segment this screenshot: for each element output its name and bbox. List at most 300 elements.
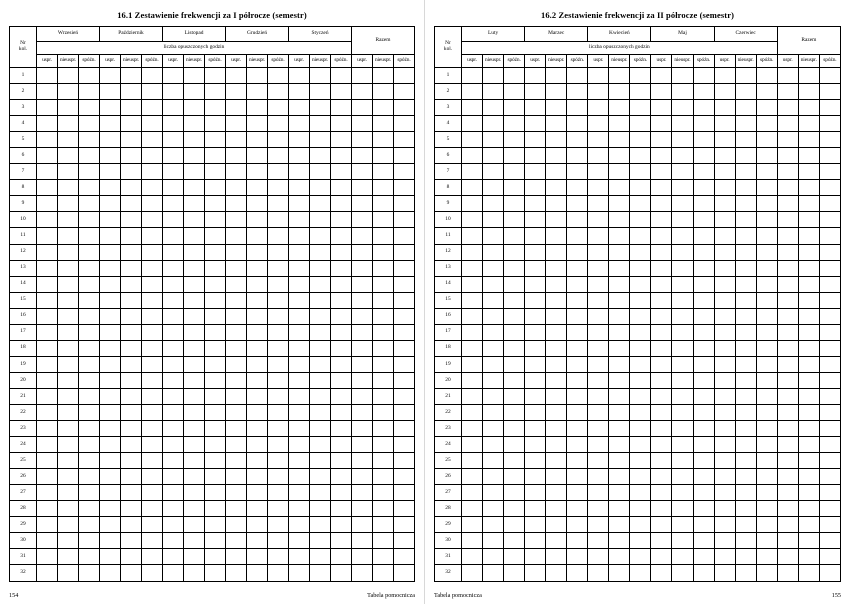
- entry-cell[interactable]: [310, 244, 331, 260]
- entry-cell[interactable]: [100, 244, 121, 260]
- entry-cell[interactable]: [247, 244, 268, 260]
- entry-cell[interactable]: [504, 148, 525, 164]
- entry-cell[interactable]: [142, 356, 163, 372]
- entry-cell[interactable]: [289, 437, 310, 453]
- entry-cell[interactable]: [588, 116, 609, 132]
- entry-cell[interactable]: [756, 388, 777, 404]
- entry-cell[interactable]: [58, 485, 79, 501]
- entry-cell[interactable]: [756, 340, 777, 356]
- entry-cell[interactable]: [58, 501, 79, 517]
- entry-cell[interactable]: [205, 485, 226, 501]
- entry-cell[interactable]: [777, 292, 798, 308]
- entry-cell[interactable]: [693, 453, 714, 469]
- entry-cell[interactable]: [798, 501, 819, 517]
- entry-cell[interactable]: [798, 356, 819, 372]
- entry-cell[interactable]: [483, 388, 504, 404]
- entry-cell[interactable]: [651, 148, 672, 164]
- entry-cell[interactable]: [462, 148, 483, 164]
- entry-cell[interactable]: [756, 356, 777, 372]
- entry-cell[interactable]: [630, 276, 651, 292]
- entry-cell[interactable]: [184, 276, 205, 292]
- entry-cell[interactable]: [289, 228, 310, 244]
- entry-cell[interactable]: [394, 84, 415, 100]
- entry-cell[interactable]: [268, 132, 289, 148]
- entry-cell[interactable]: [546, 453, 567, 469]
- entry-cell[interactable]: [504, 308, 525, 324]
- entry-cell[interactable]: [394, 324, 415, 340]
- entry-cell[interactable]: [394, 276, 415, 292]
- entry-cell[interactable]: [79, 260, 100, 276]
- entry-cell[interactable]: [58, 356, 79, 372]
- entry-cell[interactable]: [525, 453, 546, 469]
- entry-cell[interactable]: [247, 404, 268, 420]
- entry-cell[interactable]: [588, 485, 609, 501]
- entry-cell[interactable]: [394, 340, 415, 356]
- entry-cell[interactable]: [630, 485, 651, 501]
- entry-cell[interactable]: [58, 276, 79, 292]
- entry-cell[interactable]: [373, 533, 394, 549]
- entry-cell[interactable]: [226, 565, 247, 581]
- entry-cell[interactable]: [819, 549, 840, 565]
- entry-cell[interactable]: [310, 517, 331, 533]
- entry-cell[interactable]: [504, 340, 525, 356]
- entry-cell[interactable]: [310, 469, 331, 485]
- entry-cell[interactable]: [79, 276, 100, 292]
- entry-cell[interactable]: [100, 404, 121, 420]
- entry-cell[interactable]: [756, 404, 777, 420]
- entry-cell[interactable]: [79, 228, 100, 244]
- entry-cell[interactable]: [289, 148, 310, 164]
- entry-cell[interactable]: [819, 212, 840, 228]
- entry-cell[interactable]: [462, 244, 483, 260]
- entry-cell[interactable]: [567, 356, 588, 372]
- entry-cell[interactable]: [100, 388, 121, 404]
- entry-cell[interactable]: [819, 164, 840, 180]
- entry-cell[interactable]: [226, 501, 247, 517]
- entry-cell[interactable]: [756, 421, 777, 437]
- entry-cell[interactable]: [651, 100, 672, 116]
- entry-cell[interactable]: [331, 260, 352, 276]
- entry-cell[interactable]: [310, 453, 331, 469]
- entry-cell[interactable]: [247, 453, 268, 469]
- entry-cell[interactable]: [777, 164, 798, 180]
- entry-cell[interactable]: [735, 132, 756, 148]
- entry-cell[interactable]: [630, 356, 651, 372]
- entry-cell[interactable]: [693, 421, 714, 437]
- entry-cell[interactable]: [352, 388, 373, 404]
- entry-cell[interactable]: [163, 372, 184, 388]
- entry-cell[interactable]: [630, 421, 651, 437]
- entry-cell[interactable]: [37, 260, 58, 276]
- entry-cell[interactable]: [373, 164, 394, 180]
- entry-cell[interactable]: [247, 260, 268, 276]
- entry-cell[interactable]: [352, 228, 373, 244]
- entry-cell[interactable]: [394, 469, 415, 485]
- entry-cell[interactable]: [546, 196, 567, 212]
- entry-cell[interactable]: [100, 116, 121, 132]
- entry-cell[interactable]: [483, 356, 504, 372]
- entry-cell[interactable]: [462, 340, 483, 356]
- entry-cell[interactable]: [462, 100, 483, 116]
- entry-cell[interactable]: [798, 308, 819, 324]
- entry-cell[interactable]: [609, 324, 630, 340]
- entry-cell[interactable]: [714, 324, 735, 340]
- entry-cell[interactable]: [226, 132, 247, 148]
- entry-cell[interactable]: [525, 404, 546, 420]
- entry-cell[interactable]: [798, 68, 819, 84]
- entry-cell[interactable]: [352, 533, 373, 549]
- entry-cell[interactable]: [163, 276, 184, 292]
- entry-cell[interactable]: [310, 132, 331, 148]
- entry-cell[interactable]: [163, 404, 184, 420]
- entry-cell[interactable]: [100, 356, 121, 372]
- entry-cell[interactable]: [331, 100, 352, 116]
- entry-cell[interactable]: [163, 308, 184, 324]
- entry-cell[interactable]: [247, 228, 268, 244]
- entry-cell[interactable]: [588, 565, 609, 581]
- entry-cell[interactable]: [819, 308, 840, 324]
- entry-cell[interactable]: [331, 324, 352, 340]
- entry-cell[interactable]: [352, 244, 373, 260]
- entry-cell[interactable]: [798, 340, 819, 356]
- entry-cell[interactable]: [525, 276, 546, 292]
- entry-cell[interactable]: [184, 244, 205, 260]
- entry-cell[interactable]: [289, 324, 310, 340]
- entry-cell[interactable]: [205, 244, 226, 260]
- entry-cell[interactable]: [184, 324, 205, 340]
- entry-cell[interactable]: [483, 308, 504, 324]
- entry-cell[interactable]: [37, 453, 58, 469]
- entry-cell[interactable]: [672, 276, 693, 292]
- entry-cell[interactable]: [268, 437, 289, 453]
- entry-cell[interactable]: [142, 533, 163, 549]
- entry-cell[interactable]: [588, 324, 609, 340]
- entry-cell[interactable]: [226, 388, 247, 404]
- entry-cell[interactable]: [588, 260, 609, 276]
- entry-cell[interactable]: [798, 292, 819, 308]
- entry-cell[interactable]: [735, 196, 756, 212]
- entry-cell[interactable]: [268, 84, 289, 100]
- entry-cell[interactable]: [672, 84, 693, 100]
- entry-cell[interactable]: [142, 453, 163, 469]
- entry-cell[interactable]: [693, 308, 714, 324]
- entry-cell[interactable]: [609, 372, 630, 388]
- entry-cell[interactable]: [462, 212, 483, 228]
- entry-cell[interactable]: [504, 276, 525, 292]
- entry-cell[interactable]: [352, 453, 373, 469]
- entry-cell[interactable]: [352, 372, 373, 388]
- entry-cell[interactable]: [394, 533, 415, 549]
- entry-cell[interactable]: [310, 84, 331, 100]
- entry-cell[interactable]: [483, 164, 504, 180]
- entry-cell[interactable]: [735, 533, 756, 549]
- entry-cell[interactable]: [226, 196, 247, 212]
- entry-cell[interactable]: [79, 196, 100, 212]
- entry-cell[interactable]: [735, 308, 756, 324]
- entry-cell[interactable]: [756, 116, 777, 132]
- entry-cell[interactable]: [651, 308, 672, 324]
- entry-cell[interactable]: [714, 228, 735, 244]
- entry-cell[interactable]: [331, 180, 352, 196]
- entry-cell[interactable]: [630, 517, 651, 533]
- entry-cell[interactable]: [588, 404, 609, 420]
- entry-cell[interactable]: [352, 100, 373, 116]
- entry-cell[interactable]: [373, 517, 394, 533]
- entry-cell[interactable]: [672, 292, 693, 308]
- entry-cell[interactable]: [819, 356, 840, 372]
- entry-cell[interactable]: [630, 308, 651, 324]
- entry-cell[interactable]: [58, 132, 79, 148]
- entry-cell[interactable]: [37, 100, 58, 116]
- entry-cell[interactable]: [735, 212, 756, 228]
- entry-cell[interactable]: [693, 180, 714, 196]
- entry-cell[interactable]: [483, 100, 504, 116]
- entry-cell[interactable]: [651, 228, 672, 244]
- entry-cell[interactable]: [142, 260, 163, 276]
- entry-cell[interactable]: [483, 453, 504, 469]
- entry-cell[interactable]: [630, 100, 651, 116]
- entry-cell[interactable]: [777, 469, 798, 485]
- entry-cell[interactable]: [100, 260, 121, 276]
- entry-cell[interactable]: [289, 68, 310, 84]
- entry-cell[interactable]: [58, 517, 79, 533]
- entry-cell[interactable]: [651, 565, 672, 581]
- entry-cell[interactable]: [735, 276, 756, 292]
- entry-cell[interactable]: [226, 244, 247, 260]
- entry-cell[interactable]: [672, 549, 693, 565]
- entry-cell[interactable]: [205, 228, 226, 244]
- entry-cell[interactable]: [714, 453, 735, 469]
- entry-cell[interactable]: [121, 228, 142, 244]
- entry-cell[interactable]: [163, 565, 184, 581]
- entry-cell[interactable]: [588, 196, 609, 212]
- entry-cell[interactable]: [394, 132, 415, 148]
- entry-cell[interactable]: [504, 84, 525, 100]
- entry-cell[interactable]: [483, 132, 504, 148]
- entry-cell[interactable]: [609, 501, 630, 517]
- entry-cell[interactable]: [714, 388, 735, 404]
- entry-cell[interactable]: [609, 116, 630, 132]
- entry-cell[interactable]: [504, 212, 525, 228]
- entry-cell[interactable]: [226, 292, 247, 308]
- entry-cell[interactable]: [525, 244, 546, 260]
- entry-cell[interactable]: [567, 276, 588, 292]
- entry-cell[interactable]: [672, 244, 693, 260]
- entry-cell[interactable]: [462, 565, 483, 581]
- entry-cell[interactable]: [798, 132, 819, 148]
- entry-cell[interactable]: [483, 340, 504, 356]
- entry-cell[interactable]: [268, 164, 289, 180]
- entry-cell[interactable]: [310, 565, 331, 581]
- entry-cell[interactable]: [504, 469, 525, 485]
- entry-cell[interactable]: [247, 421, 268, 437]
- entry-cell[interactable]: [546, 356, 567, 372]
- entry-cell[interactable]: [394, 212, 415, 228]
- entry-cell[interactable]: [693, 340, 714, 356]
- entry-cell[interactable]: [37, 485, 58, 501]
- entry-cell[interactable]: [693, 501, 714, 517]
- entry-cell[interactable]: [798, 116, 819, 132]
- entry-cell[interactable]: [100, 68, 121, 84]
- entry-cell[interactable]: [672, 228, 693, 244]
- entry-cell[interactable]: [331, 356, 352, 372]
- entry-cell[interactable]: [142, 421, 163, 437]
- entry-cell[interactable]: [205, 549, 226, 565]
- entry-cell[interactable]: [672, 260, 693, 276]
- entry-cell[interactable]: [567, 84, 588, 100]
- entry-cell[interactable]: [525, 421, 546, 437]
- entry-cell[interactable]: [567, 68, 588, 84]
- entry-cell[interactable]: [268, 260, 289, 276]
- entry-cell[interactable]: [504, 517, 525, 533]
- entry-cell[interactable]: [777, 244, 798, 260]
- entry-cell[interactable]: [504, 501, 525, 517]
- entry-cell[interactable]: [394, 244, 415, 260]
- entry-cell[interactable]: [58, 565, 79, 581]
- entry-cell[interactable]: [352, 340, 373, 356]
- entry-cell[interactable]: [798, 212, 819, 228]
- entry-cell[interactable]: [504, 132, 525, 148]
- entry-cell[interactable]: [394, 68, 415, 84]
- entry-cell[interactable]: [58, 292, 79, 308]
- entry-cell[interactable]: [37, 469, 58, 485]
- entry-cell[interactable]: [184, 196, 205, 212]
- entry-cell[interactable]: [693, 148, 714, 164]
- entry-cell[interactable]: [352, 324, 373, 340]
- entry-cell[interactable]: [37, 228, 58, 244]
- entry-cell[interactable]: [546, 501, 567, 517]
- entry-cell[interactable]: [483, 180, 504, 196]
- entry-cell[interactable]: [352, 180, 373, 196]
- entry-cell[interactable]: [58, 164, 79, 180]
- entry-cell[interactable]: [819, 84, 840, 100]
- entry-cell[interactable]: [142, 228, 163, 244]
- entry-cell[interactable]: [756, 164, 777, 180]
- entry-cell[interactable]: [268, 388, 289, 404]
- entry-cell[interactable]: [142, 324, 163, 340]
- entry-cell[interactable]: [268, 517, 289, 533]
- entry-cell[interactable]: [609, 276, 630, 292]
- entry-cell[interactable]: [609, 404, 630, 420]
- entry-cell[interactable]: [630, 549, 651, 565]
- entry-cell[interactable]: [798, 100, 819, 116]
- entry-cell[interactable]: [483, 84, 504, 100]
- entry-cell[interactable]: [37, 164, 58, 180]
- entry-cell[interactable]: [184, 116, 205, 132]
- entry-cell[interactable]: [121, 437, 142, 453]
- entry-cell[interactable]: [693, 228, 714, 244]
- entry-cell[interactable]: [651, 276, 672, 292]
- entry-cell[interactable]: [483, 404, 504, 420]
- entry-cell[interactable]: [483, 116, 504, 132]
- entry-cell[interactable]: [205, 196, 226, 212]
- entry-cell[interactable]: [798, 437, 819, 453]
- entry-cell[interactable]: [184, 212, 205, 228]
- entry-cell[interactable]: [310, 388, 331, 404]
- entry-cell[interactable]: [609, 148, 630, 164]
- entry-cell[interactable]: [798, 84, 819, 100]
- entry-cell[interactable]: [373, 276, 394, 292]
- entry-cell[interactable]: [37, 356, 58, 372]
- entry-cell[interactable]: [651, 372, 672, 388]
- entry-cell[interactable]: [100, 228, 121, 244]
- entry-cell[interactable]: [352, 308, 373, 324]
- entry-cell[interactable]: [693, 485, 714, 501]
- entry-cell[interactable]: [672, 68, 693, 84]
- entry-cell[interactable]: [310, 485, 331, 501]
- entry-cell[interactable]: [714, 260, 735, 276]
- entry-cell[interactable]: [819, 68, 840, 84]
- entry-cell[interactable]: [310, 340, 331, 356]
- entry-cell[interactable]: [672, 212, 693, 228]
- entry-cell[interactable]: [525, 356, 546, 372]
- entry-cell[interactable]: [100, 84, 121, 100]
- entry-cell[interactable]: [37, 276, 58, 292]
- entry-cell[interactable]: [609, 453, 630, 469]
- entry-cell[interactable]: [504, 68, 525, 84]
- entry-cell[interactable]: [735, 356, 756, 372]
- entry-cell[interactable]: [142, 340, 163, 356]
- entry-cell[interactable]: [819, 404, 840, 420]
- entry-cell[interactable]: [394, 164, 415, 180]
- entry-cell[interactable]: [525, 324, 546, 340]
- entry-cell[interactable]: [714, 100, 735, 116]
- entry-cell[interactable]: [567, 196, 588, 212]
- entry-cell[interactable]: [546, 372, 567, 388]
- entry-cell[interactable]: [504, 549, 525, 565]
- entry-cell[interactable]: [310, 180, 331, 196]
- entry-cell[interactable]: [546, 437, 567, 453]
- entry-cell[interactable]: [798, 148, 819, 164]
- entry-cell[interactable]: [373, 244, 394, 260]
- entry-cell[interactable]: [525, 388, 546, 404]
- entry-cell[interactable]: [651, 501, 672, 517]
- entry-cell[interactable]: [37, 84, 58, 100]
- entry-cell[interactable]: [798, 533, 819, 549]
- entry-cell[interactable]: [184, 549, 205, 565]
- entry-cell[interactable]: [651, 68, 672, 84]
- entry-cell[interactable]: [588, 148, 609, 164]
- entry-cell[interactable]: [735, 404, 756, 420]
- entry-cell[interactable]: [79, 68, 100, 84]
- entry-cell[interactable]: [310, 260, 331, 276]
- entry-cell[interactable]: [121, 292, 142, 308]
- entry-cell[interactable]: [79, 100, 100, 116]
- entry-cell[interactable]: [504, 116, 525, 132]
- entry-cell[interactable]: [142, 116, 163, 132]
- entry-cell[interactable]: [483, 196, 504, 212]
- entry-cell[interactable]: [609, 100, 630, 116]
- entry-cell[interactable]: [310, 292, 331, 308]
- entry-cell[interactable]: [58, 148, 79, 164]
- entry-cell[interactable]: [756, 292, 777, 308]
- entry-cell[interactable]: [142, 404, 163, 420]
- entry-cell[interactable]: [163, 324, 184, 340]
- entry-cell[interactable]: [100, 324, 121, 340]
- entry-cell[interactable]: [462, 549, 483, 565]
- entry-cell[interactable]: [163, 549, 184, 565]
- entry-cell[interactable]: [525, 100, 546, 116]
- entry-cell[interactable]: [504, 324, 525, 340]
- entry-cell[interactable]: [483, 565, 504, 581]
- entry-cell[interactable]: [394, 485, 415, 501]
- entry-cell[interactable]: [352, 68, 373, 84]
- entry-cell[interactable]: [310, 116, 331, 132]
- entry-cell[interactable]: [504, 565, 525, 581]
- entry-cell[interactable]: [504, 244, 525, 260]
- entry-cell[interactable]: [268, 196, 289, 212]
- entry-cell[interactable]: [693, 388, 714, 404]
